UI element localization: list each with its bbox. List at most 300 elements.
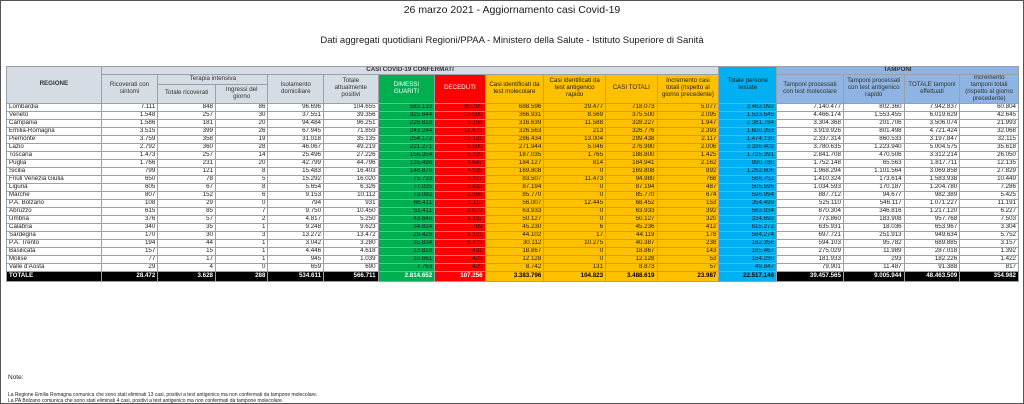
table-row [7,143,1019,151]
table-cell: 10.661 [378,255,435,263]
table-cell: 594.103 [776,239,843,247]
table-cell: 6.227 [960,207,1019,215]
table-cell: 802.360 [843,103,904,111]
table-cell: 768 [657,175,719,183]
table-cell: 13.472 [324,231,379,239]
table-cell: 376 [101,215,158,223]
table-cell: 3.157 [960,239,1019,247]
table-cell: 659 [268,263,324,271]
table-cell: 326.563 [485,127,544,135]
table-cell: 2 [215,215,267,223]
table-cell: 399 [158,127,216,135]
table-cell: 6.019.629 [904,111,960,119]
table-cell: 221.271 [378,143,435,151]
table-cell: 22.517.146 [719,271,777,281]
table-cell: 346.816 [843,207,904,215]
table-cell: 3.197.847 [904,135,960,143]
table-cell: 13.004 [544,135,606,143]
table-cell: 1.473 [101,151,158,159]
table-cell: 799 [101,167,158,175]
table-cell: 188.800 [606,151,657,159]
table-row [7,223,1019,231]
table-cell: 14 [215,151,267,159]
table-cell: 1.101.564 [843,167,904,175]
table-cell: 2.337.314 [776,135,843,143]
table-cell: 77.035 [378,183,435,191]
table-cell: 45.230 [485,223,544,231]
table-cell: 226.818 [378,119,435,127]
table-cell: 3.515 [101,127,158,135]
table-cell: 238 [657,239,719,247]
table-cell: 63.933 [606,207,657,215]
table-cell: 3.383.796 [485,271,544,281]
table-cell: 583.133 [378,103,435,111]
table-cell: 10.450 [324,207,379,215]
table-cell: 18.036 [843,223,904,231]
table-cell: 213 [544,127,606,135]
table-cell: 30.285 [435,103,485,111]
table-cell: 817 [960,263,1019,271]
table-row [7,191,1019,199]
table-row [7,183,1019,191]
table-cell: 96.251 [324,119,379,127]
table-cell: 35.618 [960,143,1019,151]
col-header-tamp-antigenico: Tamponi processati con test antigenico rapido [843,75,904,104]
table-cell: 358 [158,135,216,143]
table-cell: 67.945 [268,127,324,135]
col-header-persone-testate: Totale persone testate [719,67,777,104]
table-cell: 35.834 [378,239,435,247]
table-cell: 0 [544,167,606,175]
table-cell: 243.244 [378,127,435,135]
table-cell: 1.237 [435,215,485,223]
table-cell: 27.226 [324,151,379,159]
table-cell: 3 [215,231,267,239]
table-cell: 42.799 [268,159,324,167]
table-cell: 86 [215,103,267,111]
table-cell: 360 [158,143,216,151]
table-cell: 156.354 [378,151,435,159]
table-cell: 1.034.593 [776,183,843,191]
table-cell: 584.274 [719,231,777,239]
table-cell: 2.006 [657,143,719,151]
table-cell: 1.766 [101,159,158,167]
table-cell: 276.990 [606,143,657,151]
region-cell: Basilicata [7,247,102,255]
table-cell: 546.117 [843,199,904,207]
table-cell: 293 [843,255,904,263]
region-cell: Calabria [7,223,102,231]
table-cell: 11.588 [544,119,606,127]
table-cell: 949.634 [904,231,960,239]
table-cell: 16.020 [324,175,379,183]
band-terapia-intensiva: Terapia intensiva [158,75,268,85]
table-cell: 596.994 [719,191,777,199]
table-cell: 181 [158,119,216,127]
table-cell: 96.696 [268,103,324,111]
table-cell: 231 [158,159,216,167]
table-cell: 892 [657,167,719,175]
table-cell: 183.908 [843,215,904,223]
report-subtitle: Dati aggregati quotidiani Regioni/PPAA - Ministero della Salute - Istituto Superiore di Sanità [320,35,704,46]
table-cell: 1.968.294 [776,167,843,175]
table-cell: 5.046 [544,143,606,151]
table-cell: 2.162 [657,159,719,167]
region-cell: Valle d'Aosta [7,263,102,271]
table-cell: 2.117 [657,135,719,143]
table-row [7,207,1019,215]
table-cell: 85 [158,207,216,215]
table-cell: 17 [544,231,606,239]
table-cell: 0 [544,255,606,263]
table-cell: 12.135 [960,159,1019,167]
table-cell: 653.967 [904,223,960,231]
table-cell: 1.947 [657,119,719,127]
table-cell: 73.092 [378,191,435,199]
table-cell: 57 [657,263,719,271]
table-cell: 75.733 [378,175,435,183]
table-cell: 10.112 [324,191,379,199]
table-cell: 870.304 [776,207,843,215]
table-cell: 17 [158,255,216,263]
table-cell: 12.445 [544,199,606,207]
table-row [7,263,1019,271]
region-cell: Sardegna [7,231,102,239]
table-cell: 251.913 [843,231,904,239]
table-cell: 13.818 [378,247,435,255]
table-cell: 1.725.391 [719,151,777,159]
table-cell: 505.596 [719,183,777,191]
table-cell: 43.640 [378,215,435,223]
table-cell: 566.752 [719,175,777,183]
table-cell: 23.987 [657,271,719,281]
table-row [7,247,1019,255]
table-cell: 718.073 [606,103,657,111]
table-cell: 18.867 [485,247,544,255]
table-cell: 288 [215,271,267,281]
col-header-id-molecolare: Casi identificati da test molecolare [485,75,544,104]
table-row [7,135,1019,143]
table-cell: 27.829 [960,167,1019,175]
table-cell: 7.140.477 [776,103,843,111]
table-cell: 2.792 [101,143,158,151]
table-cell: 8.742 [485,263,544,271]
table-cell: 169.808 [606,167,657,175]
table-cell: 78 [158,175,216,183]
note-line: La Regione Emilia Romagna comunica che sono stati eliminati 13 casi, positivi a test antigenico ma non confermati da tampone molecolare. [8,392,318,398]
table-cell: 5.752 [960,231,1019,239]
table-cell: 1.039 [324,255,379,263]
region-cell: Liguria [7,183,102,191]
col-header-casi-totali: CASI TOTALI [606,75,657,104]
region-cell: P.A. Trento [7,239,102,247]
table-cell: 153 [657,199,719,207]
table-cell: 30 [215,111,267,119]
table-cell: 3.227 [435,175,485,183]
table-cell: 170.187 [843,183,904,191]
table-cell: 1.533.645 [719,111,777,119]
table-cell: 10.449 [960,175,1019,183]
table-cell: 91.388 [904,263,960,271]
table-cell: 5.004.575 [904,143,960,151]
table-cell: 0 [215,199,267,207]
table-row [7,167,1019,175]
table-cell: 40.387 [606,239,657,247]
table-cell: 32.115 [960,135,1019,143]
table-row [7,151,1019,159]
table-row [7,127,1019,135]
table-cell: 3.463.092 [719,103,777,111]
table-cell: 354.499 [719,199,777,207]
table-cell: 814 [544,159,606,167]
col-header-isolamento: Isolamento domiciliare [268,75,324,104]
table-cell: 1 [215,223,267,231]
table-cell: 35.135 [324,135,379,143]
table-cell: 170 [101,231,158,239]
region-cell: Friuli Venezia Giulia [7,175,102,183]
region-cell: Sicilia [7,167,102,175]
table-row [7,159,1019,167]
table-cell: 6 [544,223,606,231]
table-cell: 187.035 [485,151,544,159]
table-cell: 887.712 [776,191,843,199]
table-cell: 181.933 [776,255,843,263]
table-cell: 201.706 [843,119,904,127]
table-cell: 615.272 [719,223,777,231]
table-cell: 1.110 [435,199,485,207]
table-cell: 5.250 [324,215,379,223]
table-cell: 794 [268,199,324,207]
table-cell: 15 [158,247,216,255]
table-cell: 7.763 [378,263,435,271]
table-cell: 3.304.368 [776,119,843,127]
table-cell: 7.286 [960,183,1019,191]
table-row [7,231,1019,239]
region-cell: Veneto [7,111,102,119]
table-cell: 15.483 [268,167,324,175]
table-cell: 7.503 [960,215,1019,223]
table-cell: 3.312.214 [904,151,960,159]
table-cell: 1.586 [101,119,158,127]
table-cell: 143 [657,247,719,255]
table-cell: 42.645 [960,111,1019,119]
table-row [7,199,1019,207]
table-cell: 1.262.606 [719,167,777,175]
table-cell: 45.236 [606,223,657,231]
table-cell: 3.628 [158,271,216,281]
table-cell: 11.487 [843,263,904,271]
region-cell: Umbria [7,215,102,223]
table-cell: 470.506 [843,151,904,159]
table-cell: 6 [215,191,267,199]
table-cell: 2.814.652 [378,271,435,281]
table-cell: 121 [158,167,216,175]
table-cell: 0 [544,191,606,199]
table-cell: 257 [158,151,216,159]
report-title: 26 marzo 2021 - Aggiornamento casi Covid-19 [403,4,621,16]
table-cell: 32.068 [960,127,1019,135]
table-cell: 1.221 [435,231,485,239]
table-cell: 1.425 [657,151,719,159]
table-cell: 1.548 [101,111,158,119]
table-cell: 11.473 [544,175,606,183]
col-header-regione: REGIONE [7,67,102,104]
table-cell: 674 [657,191,719,199]
table-cell: 7.111 [101,103,158,111]
table-cell: 29.426 [378,231,435,239]
table-cell: 3.488.619 [606,271,657,281]
table-cell: 8.873 [606,263,657,271]
table-cell: 3.069.858 [904,167,960,175]
table-total-row [7,271,1019,281]
table-cell: 20 [215,159,267,167]
table-cell: 1.273 [435,239,485,247]
notes-heading: Note: [8,374,24,381]
table-cell: 328.227 [606,119,657,127]
table-cell: 4.466.174 [776,111,843,119]
table-row [7,111,1019,119]
table-cell: 2.566 [435,191,485,199]
table-cell: 1.817.711 [904,159,960,167]
table-cell: 271.944 [485,143,544,151]
table-cell: 2.095 [657,111,719,119]
table-cell: 104.823 [544,271,606,281]
table-cell: 44.102 [485,231,544,239]
table-cell: 931 [324,199,379,207]
table-cell: 2.393 [657,127,719,135]
table-cell: 428 [435,255,485,263]
table-cell: 3.919.926 [776,127,843,135]
region-cell: Piemonte [7,135,102,143]
table-cell: 28.472 [101,271,158,281]
table-row [7,103,1019,111]
table-cell: 860.533 [843,135,904,143]
table-cell: 392 [657,207,719,215]
table-cell: 287.018 [904,247,960,255]
table-cell: 4.817 [268,215,324,223]
table-cell: 0 [215,263,267,271]
region-cell: Campania [7,119,102,127]
table-cell: 49.847 [719,263,777,271]
table-cell: 29 [101,263,158,271]
table-cell: 60.804 [960,103,1019,111]
table-cell: 4.446 [268,247,324,255]
table-cell: 5 [215,175,267,183]
table-cell: 28 [215,143,267,151]
table-cell: 2.072 [435,207,485,215]
table-cell: 299.438 [606,135,657,143]
table-cell: 194 [101,239,158,247]
table-cell: 10.500 [435,111,485,119]
table-cell: 94.484 [268,119,324,127]
region-cell: TOTALE [7,271,102,281]
table-cell: 8.569 [544,111,606,119]
table-cell: 3.759 [101,135,158,143]
table-cell: 1.223.940 [843,143,904,151]
table-cell: 8 [215,183,267,191]
table-row [7,239,1019,247]
table-cell: 44.119 [606,231,657,239]
table-cell: 65.563 [843,159,904,167]
table-cell: 18.867 [606,247,657,255]
table-cell: 79.901 [776,263,843,271]
table-cell: 20 [215,119,267,127]
table-cell: 71.859 [324,127,379,135]
col-header-ricoverati: Ricoverati con sintomi [101,75,158,104]
table-cell: 487 [657,183,719,191]
table-cell: 50.127 [606,215,657,223]
table-cell: 152 [158,191,216,199]
col-header-id-antigenico: Casi identificati da test antigenico rapido [544,75,606,104]
table-cell: 807 [101,191,158,199]
table-cell: 178 [657,231,719,239]
table-cell: 30.112 [485,239,544,247]
table-cell: 173.614 [843,175,904,183]
col-header-deceduti: DECEDUTI [435,75,485,104]
table-cell: 51.411 [378,207,435,215]
table-cell: 366.931 [485,111,544,119]
table-cell: 534.611 [268,271,324,281]
table-cell: 184.941 [606,159,657,167]
table-row [7,175,1019,183]
table-cell: 21.993 [960,119,1019,127]
table-cell: 1.752.148 [776,159,843,167]
table-cell: 1.217.120 [904,207,960,215]
table-cell: 1.583.938 [904,175,960,183]
table-cell: 650 [101,175,158,183]
table-cell: 605 [101,183,158,191]
col-header-incr-tamponi: Incremento tamponi totali (rispetto al giorno precedente) [960,75,1019,104]
table-cell: 94.677 [843,191,904,199]
table-cell: 1.474.130 [719,135,777,143]
table-cell: 563.934 [719,207,777,215]
table-cell: 9.248 [268,223,324,231]
table-cell: 68.452 [606,199,657,207]
table-cell: 8 [215,167,267,175]
table-cell: 789 [435,223,485,231]
table-cell: 37.551 [268,111,324,119]
col-header-ti-totale: Totale ricoverati [158,85,216,104]
table-cell: 254.172 [378,135,435,143]
table-cell: 286.434 [485,135,544,143]
band-tamponi: TAMPONI [776,67,1018,75]
table-cell: 5.220 [435,151,485,159]
table-cell: 7.942.837 [904,103,960,111]
table-cell: 4.618 [324,247,379,255]
table-cell: 10.275 [544,239,606,247]
table-cell: 49.219 [324,143,379,151]
table-cell: 12.128 [606,255,657,263]
table-cell: 50.127 [485,215,544,223]
region-cell: Abruzzo [7,207,102,215]
table-cell: 148.870 [378,167,435,175]
table-cell: 316.639 [485,119,544,127]
table-cell: 990.780 [719,159,777,167]
table-cell: 1 [215,239,267,247]
table-cell: 1.765 [544,151,606,159]
table-cell: 85.770 [606,191,657,199]
region-cell: P.A. Bolzano [7,199,102,207]
table-cell: 25.496 [268,151,324,159]
table-cell: 982.389 [904,191,960,199]
table-cell: 83.507 [485,175,544,183]
table-cell: 431 [435,247,485,255]
region-cell: Toscana [7,151,102,159]
table-cell: 688.596 [485,103,544,111]
table-cell: 801.498 [843,127,904,135]
table-cell: 53 [657,255,719,263]
table-cell: 957.768 [904,215,960,223]
